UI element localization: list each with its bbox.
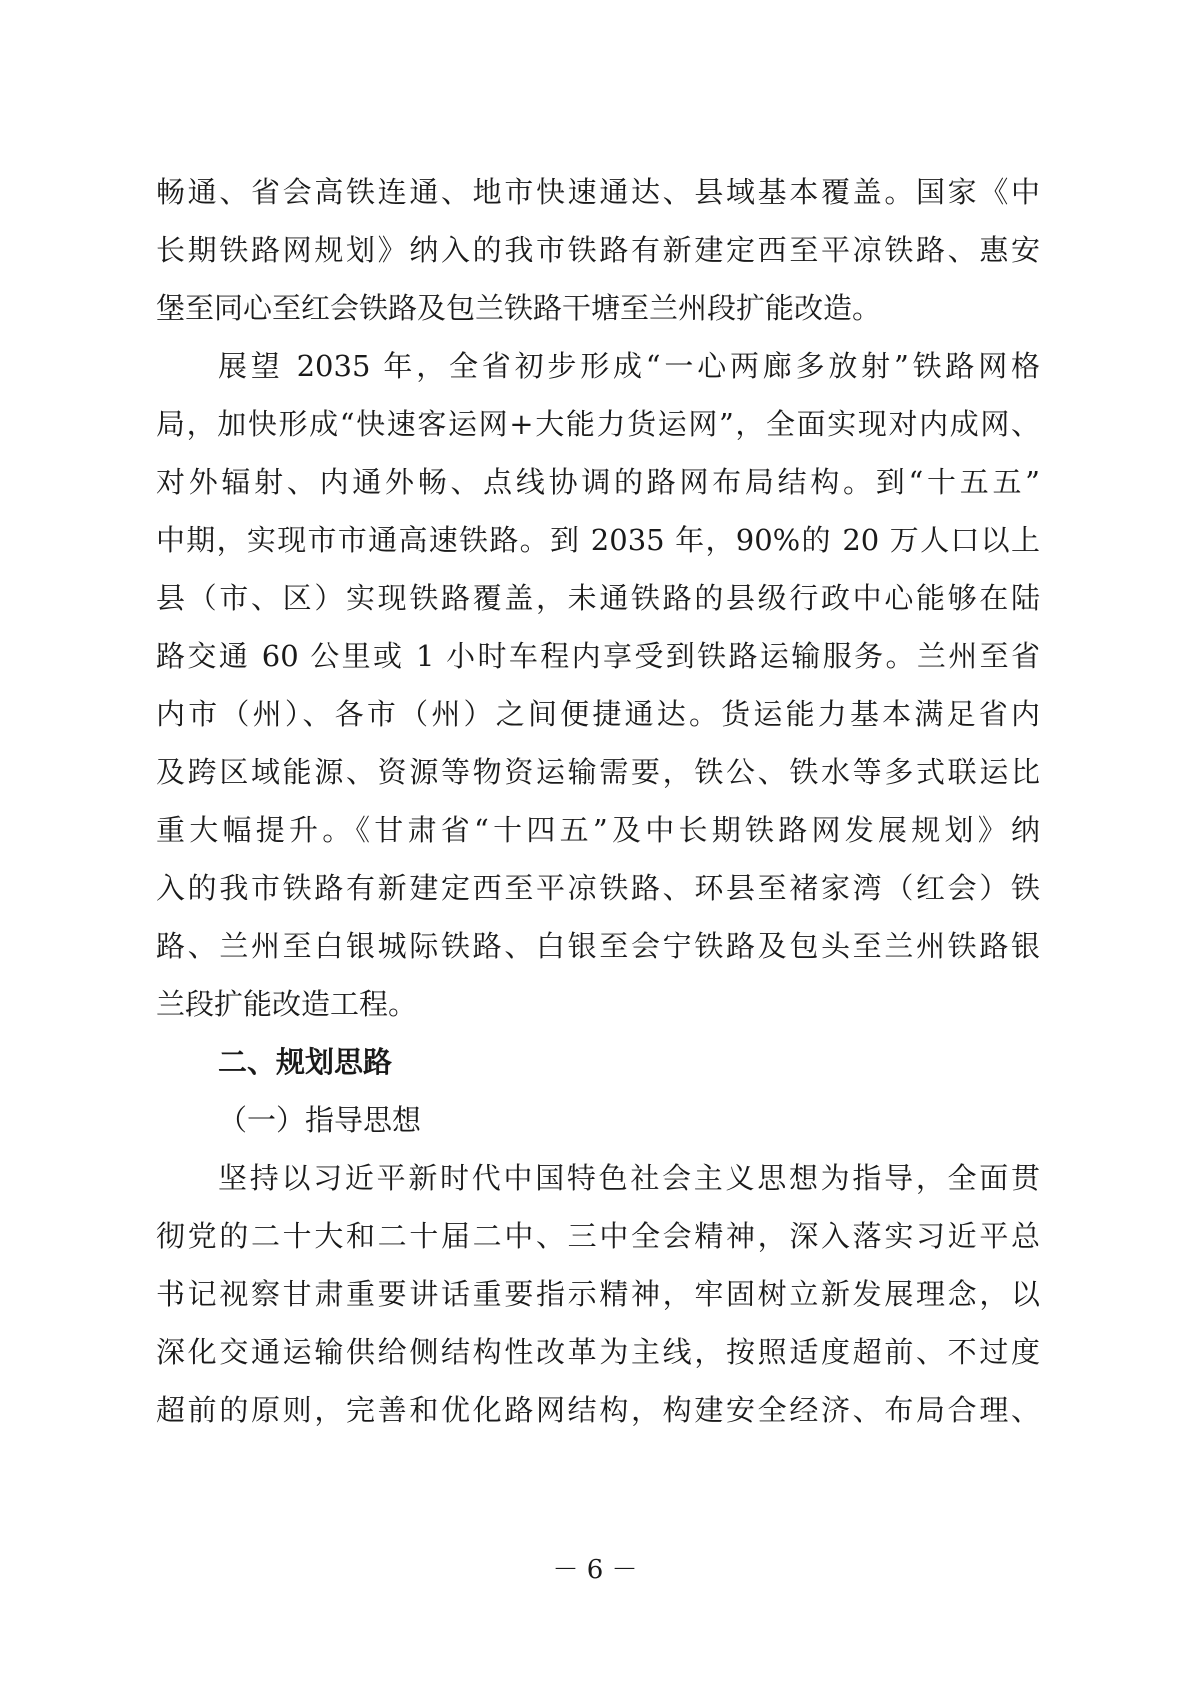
paragraph-1-line-2: 长期铁路网规划》纳入的我市铁路有新建定西至平凉铁路、惠安 (156, 233, 1040, 267)
paragraph-2-line-4: 中期，实现市市通高速铁路。到 2035 年，90%的 20 万人口以上 (156, 523, 1040, 557)
paragraph-2-line-6: 路交通 60 公里或 1 小时车程内享受到铁路运输服务。兰州至省 (156, 639, 1040, 673)
guiding-paragraph-line-4: 深化交通运输供给侧结构性改革为主线，按照适度超前、不过度 (156, 1335, 1040, 1369)
paragraph-2-line-10: 入的我市铁路有新建定西至平凉铁路、环县至褚家湾（红会）铁 (156, 871, 1040, 905)
section-heading: 二、规划思路 (218, 1045, 393, 1079)
paragraph-1-line-3: 堡至同心至红会铁路及包兰铁路干塘至兰州段扩能改造。 (156, 291, 882, 325)
page-number: － 6 － (552, 1555, 638, 1585)
guiding-paragraph-line-1: 坚持以习近平新时代中国特色社会主义思想为指导，全面贯 (218, 1161, 1040, 1195)
paragraph-2-line-1: 展望 2035 年，全省初步形成“一心两廊多放射”铁路网格 (218, 349, 1040, 383)
guiding-paragraph-line-5: 超前的原则，完善和优化路网结构，构建安全经济、布局合理、 (156, 1393, 1040, 1427)
paragraph-1-line-1: 畅通、省会高铁连通、地市快速通达、县域基本覆盖。国家《中 (156, 175, 1040, 209)
paragraph-2-line-11: 路、兰州至白银城际铁路、白银至会宁铁路及包头至兰州铁路银 (156, 929, 1040, 963)
paragraph-2-line-5: 县（市、区）实现铁路覆盖，未通铁路的县级行政中心能够在陆 (156, 581, 1040, 615)
paragraph-2-line-8: 及跨区域能源、资源等物资运输需要，铁公、铁水等多式联运比 (156, 755, 1040, 789)
paragraph-2-line-12: 兰段扩能改造工程。 (156, 987, 418, 1021)
guiding-paragraph-line-3: 书记视察甘肃重要讲话重要指示精神，牢固树立新发展理念，以 (156, 1277, 1040, 1311)
subsection-heading: （一）指导思想 (218, 1103, 422, 1137)
guiding-paragraph-line-2: 彻党的二十大和二十届二中、三中全会精神，深入落实习近平总 (156, 1219, 1040, 1253)
paragraph-2-line-3: 对外辐射、内通外畅、点线协调的路网布局结构。到“十五五” (156, 465, 1040, 499)
paragraph-2-line-9: 重大幅提升。《甘肃省“十四五”及中长期铁路网发展规划》纳 (156, 813, 1040, 847)
paragraph-2-line-7: 内市（州）、各市（州）之间便捷通达。货运能力基本满足省内 (156, 697, 1040, 731)
paragraph-2-line-2: 局，加快形成“快速客运网+大能力货运网”，全面实现对内成网、 (156, 407, 1040, 441)
